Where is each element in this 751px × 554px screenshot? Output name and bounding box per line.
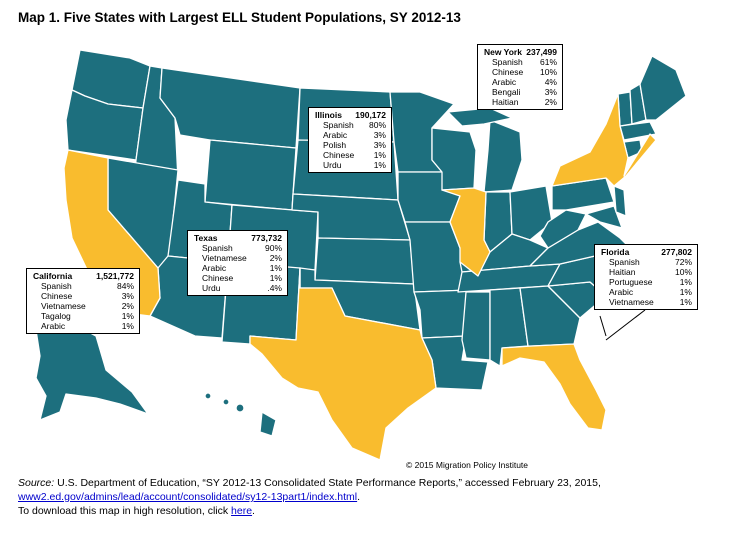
row-label: Polish	[323, 140, 347, 150]
source-note	[18, 476, 738, 518]
callout-illinois-name: Illinois	[315, 110, 342, 120]
row-label: Chinese	[323, 150, 355, 160]
row-label: Spanish	[323, 120, 354, 130]
row-label: Arabic	[492, 77, 517, 87]
row-label: Arabic	[202, 263, 227, 273]
callout-florida-total: 277,802	[661, 247, 692, 257]
callout-california	[26, 268, 140, 334]
row-label: Tagalog	[41, 311, 71, 321]
callout-florida-name: Florida	[601, 247, 630, 257]
download-suffix: .	[252, 505, 255, 517]
map-title: Map 1. Five States with Largest ELL Student Populations, SY 2012-13	[18, 10, 461, 25]
row-value: 1%	[373, 150, 386, 160]
row-value: 1%	[679, 287, 692, 297]
row-value: 1%	[121, 311, 134, 321]
row-label: Portuguese	[609, 277, 653, 287]
row-value: 84%	[116, 281, 134, 291]
callout-florida	[594, 244, 698, 310]
row-label: Bengali	[492, 87, 521, 97]
row-label: Spanish	[202, 243, 233, 253]
row-value: 2%	[121, 301, 134, 311]
row-value: 1%	[679, 297, 692, 307]
row-label: Vietnamese	[202, 253, 247, 263]
row-value: 1%	[269, 273, 282, 283]
callout-texas-total: 773,732	[251, 233, 282, 243]
source-url-suffix: .	[357, 491, 361, 503]
row-value: 3%	[373, 130, 386, 140]
row-value: 80%	[368, 120, 386, 130]
callout-california-total: 1,521,772	[96, 271, 134, 281]
callout-illinois	[308, 107, 392, 173]
row-label: Spanish	[492, 57, 523, 67]
row-value: 10%	[539, 67, 557, 77]
row-value: .4%	[267, 283, 282, 293]
row-value: 4%	[544, 77, 557, 87]
row-label: Urdu	[202, 283, 221, 293]
row-value: 3%	[121, 291, 134, 301]
row-label: Vietnamese	[609, 297, 654, 307]
row-value: 90%	[264, 243, 282, 253]
row-value: 1%	[373, 160, 386, 170]
row-label: Arabic	[323, 130, 348, 140]
row-label: Arabic	[609, 287, 634, 297]
callout-new-york-name: New York	[484, 47, 522, 57]
download-text: To download this map in high resolution, click	[18, 505, 232, 517]
download-link[interactable]: here	[231, 505, 253, 517]
row-value: 2%	[269, 253, 282, 263]
source-label: Source:	[18, 477, 55, 489]
row-value: 3%	[544, 87, 557, 97]
row-value: 61%	[539, 57, 557, 67]
row-label: Haitian	[609, 267, 636, 277]
row-value: 1%	[269, 263, 282, 273]
row-value: 2%	[544, 97, 557, 107]
callout-illinois-total: 190,172	[355, 110, 386, 120]
callout-new-york	[477, 44, 563, 110]
row-label: Vietnamese	[41, 301, 86, 311]
copyright-notice: © 2015 Migration Policy Institute	[406, 460, 529, 470]
row-label: Chinese	[41, 291, 73, 301]
callout-texas-name: Texas	[194, 233, 218, 243]
callout-california-name: California	[33, 271, 73, 281]
row-label: Arabic	[41, 321, 66, 331]
row-value: 10%	[674, 267, 692, 277]
row-value: 1%	[679, 277, 692, 287]
row-label: Spanish	[609, 257, 640, 267]
callout-texas	[187, 230, 288, 296]
row-value: 1%	[121, 321, 134, 331]
row-label: Chinese	[492, 67, 524, 77]
source-text: U.S. Department of Education, “SY 2012-13 Consolidated State Performance Reports,” accessed February 23, 2015,	[54, 477, 601, 489]
row-label: Haitian	[492, 97, 519, 107]
row-label: Spanish	[41, 281, 72, 291]
row-label: Urdu	[323, 160, 342, 170]
source-link[interactable]: www2.ed.gov/admins/lead/account/consolidated/sy12-13part1/index.html	[18, 491, 358, 503]
row-value: 72%	[674, 257, 692, 267]
callout-new-york-total: 237,499	[526, 47, 557, 57]
row-label: Chinese	[202, 273, 234, 283]
row-value: 3%	[373, 140, 386, 150]
